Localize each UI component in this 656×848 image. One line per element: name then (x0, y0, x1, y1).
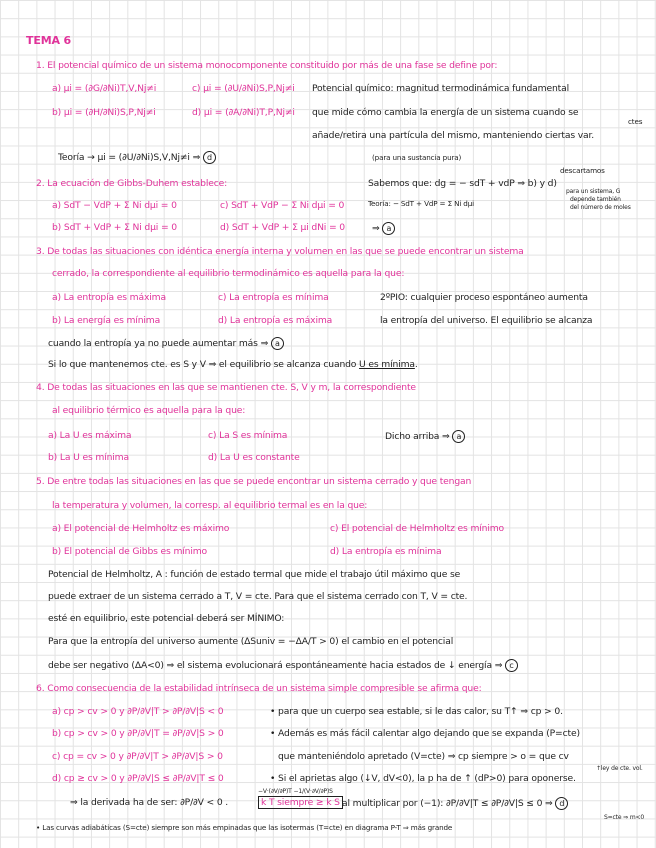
q4-note-text: Dicho arriba ⇒ (385, 431, 450, 442)
q6-derivative: ⇒ la derivada ha de ser: ∂P/∂V < 0 . (70, 797, 229, 808)
q2-note-system-1: para un sistema, G (566, 188, 621, 195)
q3-note-text: cuando la entropía ya no puede aumentar más ⇒ (48, 338, 269, 349)
q2-option-d: d) SdT + VdP + Σ μi dNi = 0 (220, 222, 345, 233)
q6-note-4: • Si el aprietas algo (↓V, dV<0), la p ha de ↑ (dP>0) para oponerse. (270, 773, 576, 784)
q6-option-d: d) cp ≥ cv > 0 y ∂P/∂V|S ≤ ∂P/∂V|T ≤ 0 (52, 773, 224, 784)
q5-explanation-5-text: debe ser negativo (ΔA<0) ⇒ el sistema evolucionará espontáneamente hacia estados de ↓ energía ⇒ (48, 660, 503, 671)
q3-answer-circle: a (271, 337, 284, 350)
q1-option-c: c) μi = (∂U/∂Ni)S,P,Nj≠i (192, 83, 295, 94)
q4-note (385, 430, 465, 443)
page-title: TEMA 6 (26, 34, 72, 47)
q5-option-d: d) La entropía es mínima (330, 546, 442, 557)
q5-option-c: c) El potencial de Helmholtz es mínimo (330, 523, 504, 534)
q4-option-d: d) La U es constante (208, 452, 300, 463)
q2-answer-circle: a (382, 222, 395, 235)
q2-note-pure: (para una sustancia pura) (372, 153, 462, 162)
question-6-stem: 6. Como consecuencia de la estabilidad intrínseca de un sistema simple compresible se afirma que: (36, 683, 482, 694)
q3-note-line2: la entropía del universo. El equilibrio se alcanza (380, 315, 593, 326)
q3-option-a: a) La entropía es máxima (52, 292, 166, 303)
question-5-stem-1: 5. De entre todas las situaciones en las que se puede encontrar un sistema cerrado y que tengan (36, 476, 472, 487)
q5-option-a: a) El potencial de Helmholtz es máximo (52, 523, 230, 534)
q6-multiply-text: al multiplicar por (−1): ∂P/∂V|T ≤ ∂P/∂V|S ≤ 0 ⇒ (342, 798, 553, 809)
q1-theory-text: Teoría → μi = (∂U/∂Ni)S,V,Nj≠i ⇒ (58, 152, 201, 163)
q3-extra (48, 359, 418, 370)
q1-note-line1: Potencial químico: magnitud termodinámica fundamental (312, 83, 569, 94)
q3-option-c: c) La entropía es mínima (218, 292, 329, 303)
q6-note-3: que manteniéndolo apretado (V=cte) ⇒ cp siempre > o = que cv (278, 751, 569, 762)
q1-answer-circle: d (203, 151, 216, 164)
q3-note-line1: 2ºPIO: cualquier proceso espontáneo aumenta (380, 292, 588, 303)
q3-option-d: d) La entropía es máxima (218, 315, 333, 326)
q6-note-4-side: ↑ley de cte. vol. (596, 765, 643, 772)
q6-note-1: • para que un cuerpo sea estable, si le das calor, su T↑ ⇒ cp > 0. (270, 706, 563, 717)
question-2-stem: 2. La ecuación de Gibbs-Duhem establece: (36, 178, 228, 189)
q2-answer-arrow: ⇒ (372, 223, 380, 234)
question-5-stem-2: la temperatura y volumen, la corresp. al equilibrio termal es en la que: (52, 500, 368, 511)
q5-explanation-1: Potencial de Helmholtz, A : función de estado termal que mide el trabajo útil máximo que se (48, 569, 461, 580)
q3-option-b: b) La energía es mínima (52, 315, 161, 326)
q3-extra-underlined: U es mínima (359, 359, 415, 370)
q2-note-system-3: del número de moles (570, 204, 631, 211)
q6-last-side: S=cte ⇒ m<0 (604, 814, 645, 821)
q6-last-note: • Las curvas adiabáticas (S=cte) siempre son más empinadas que las isotermas (T=cte) en diagrama P-T ⇒ más grande (36, 823, 453, 832)
q5-option-b: b) El potencial de Gibbs es mínimo (52, 546, 208, 557)
q4-option-c: c) La S es mínima (208, 430, 288, 441)
q3-extra-text: Si lo que mantenemos cte. es S y V ⇒ el equilibrio se alcanza cuando (48, 359, 360, 370)
q6-option-a: a) cp > cv > 0 y ∂P/∂V|T > ∂P/∂V|S < 0 (52, 706, 224, 717)
q6-option-b: b) cp > cv > 0 y ∂P/∂V|T = ∂P/∂V|S > 0 (52, 728, 224, 739)
q1-theory (58, 151, 216, 164)
q5-explanation-4: Para que la entropía del universo aumente (ΔSuniv = −ΔA/T > 0) el cambio en el potencial (48, 636, 454, 647)
question-1-stem: 1. El potencial químico de un sistema monocomponente constituido por más de una fase se define por: (36, 60, 498, 71)
q2-note-system-2: depende también (570, 196, 621, 203)
q5-explanation-5 (48, 659, 518, 672)
q2-option-c: c) SdT + VdP − Σ Ni dμi = 0 (220, 200, 345, 211)
q2-option-a: a) SdT − VdP + Σ Ni dμi = 0 (52, 200, 177, 211)
q6-answer-circle: d (555, 797, 568, 810)
q1-option-a: a) μi = (∂G/∂Ni)T,V,Nj≠i (52, 83, 157, 94)
q2-answer (372, 222, 395, 235)
q1-option-b: b) μi = (∂H/∂Ni)S,P,Nj≠i (52, 107, 156, 118)
q6-compress-note (258, 797, 343, 808)
question-3-stem-1: 3. De todas las situaciones con idéntica energía interna y volumen en las que se puede encontrar un sistema (36, 246, 524, 257)
q5-answer-circle: c (505, 659, 518, 672)
q2-note-know: Sabemos que: dg = − sdT + vdP ⇒ b) y d) (368, 178, 557, 189)
q1-note-line2: que mide cómo cambia la energía de un sistema cuando se (312, 107, 579, 118)
q6-note-2: • Además es más fácil calentar algo dejando que se expanda (P=cte) (270, 728, 580, 739)
q4-option-a: a) La U es máxima (48, 430, 132, 441)
q3-extra-end: . (414, 359, 418, 370)
q1-note-line3: añade/retira una partícula del mismo, manteniendo ciertas var. (312, 130, 595, 141)
q4-answer-circle: a (452, 430, 465, 443)
q6-option-c: c) cp = cv > 0 y ∂P/∂V|T > ∂P/∂V|S > 0 (52, 751, 223, 762)
question-4-stem-1: 4. De todas las situaciones en las que se mantienen cte. S, V y m, la correspondiente (36, 382, 416, 393)
q2-note-discard: descartamos (560, 166, 605, 175)
q4-option-b: b) La U es mínima (48, 452, 129, 463)
q1-note-ctes: ctes (628, 117, 643, 126)
q5-explanation-2: puede extraer de un sistema cerrado a T, V = cte. Para que el sistema cerrado con T, V = cte. (48, 591, 468, 602)
q6-compress-small: −V·(∂V/∂P)T −1/(V·∂V/∂P)S (258, 788, 333, 795)
question-3-stem-2: cerrado, la correspondiente al equilibrio termodinámico es aquella para la que: (52, 268, 405, 279)
q3-note-line3 (48, 337, 284, 350)
q6-multiply (342, 797, 568, 810)
q2-option-b: b) SdT + VdP + Σ Ni dμi = 0 (52, 222, 177, 233)
q5-explanation-3: esté en equilibrio, este potencial deberá ser MÍNIMO: (48, 613, 285, 624)
q6-compress-box: k T siempre ≥ k S (258, 796, 343, 809)
q2-theory: Teoría: − SdT + VdP = Σ Ni dμi (368, 199, 474, 208)
q1-option-d: d) μi = (∂A/∂Ni)T,P,Nj≠i (192, 107, 295, 118)
question-4-stem-2: al equilibrio térmico es aquella para la que: (52, 405, 246, 416)
